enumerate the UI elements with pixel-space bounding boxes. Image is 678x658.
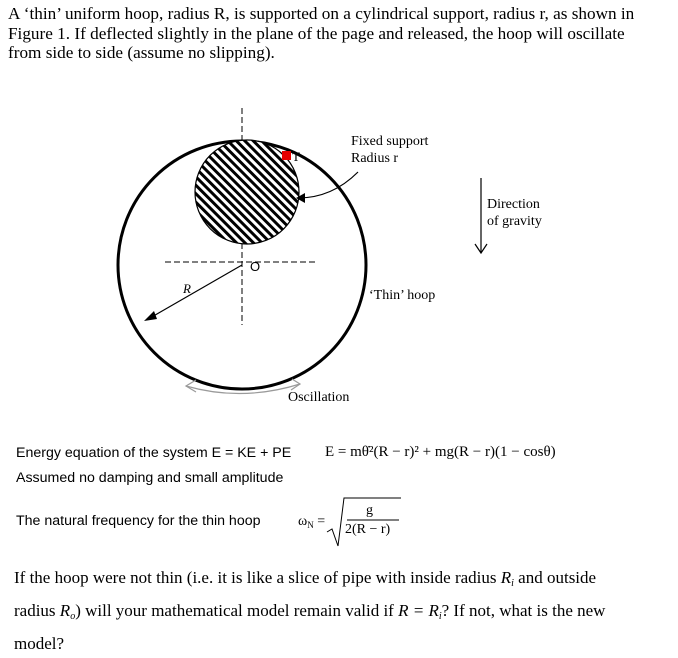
intro-line-1: A ‘thin’ uniform hoop, radius R, is supported on a cylindrical support, radius r, as shown in	[8, 4, 635, 23]
ri-subscript: i	[511, 578, 514, 589]
ri-symbol	[501, 568, 514, 587]
support-radius-text: Radius r	[351, 151, 399, 166]
question-part2: and outside	[513, 568, 597, 587]
radius-r-label: R	[183, 281, 191, 296]
oscillation-label: Oscillation	[288, 390, 350, 405]
question-part6: model?	[14, 634, 65, 653]
gravity-label-line1: Direction	[487, 197, 540, 212]
omega-letter: ω	[298, 514, 308, 529]
question-part3: radius	[14, 601, 60, 620]
ro-symbol	[60, 601, 75, 620]
intro-line-2: Figure 1. If deflected slightly in the plane of the page and released, the hoop will oscillate	[8, 23, 625, 43]
energy-equation-label: Energy equation of the system E = KE + PE	[16, 445, 292, 461]
center-o-label: O	[250, 259, 261, 274]
condition-subscript: i	[438, 611, 442, 622]
fraction-numerator: g	[366, 503, 373, 518]
support-label-line1: Fixed support	[351, 134, 429, 149]
condition-symbol	[398, 601, 442, 620]
question-paragraph	[14, 564, 674, 657]
natural-frequency-label: The natural frequency for the thin hoop	[16, 513, 261, 529]
ro-letter: R	[59, 601, 71, 620]
hoop-label: ‘Thin’ hoop	[369, 288, 436, 303]
question-part4: ) will your mathematical model remain valid if	[75, 601, 399, 620]
intro-line-3: from side to side (assume no slipping).	[8, 43, 275, 62]
gravity-label-line2: of gravity	[487, 214, 542, 229]
question-part1: If the hoop were not thin (i.e. it is like a slice of pipe with inside radius	[14, 568, 501, 587]
condition-text: R = R	[398, 601, 439, 620]
ri-letter: R	[500, 568, 512, 587]
support-label-line2	[351, 150, 398, 167]
omega-equals: =	[317, 514, 326, 529]
omega-n-symbol	[298, 514, 325, 530]
contact-point-marker	[282, 151, 291, 160]
question-part5: ? If not, what is the new	[441, 601, 606, 620]
energy-formula: E = mθ̇²(R − r)² + mg(R − r)(1 − cosθ)	[325, 444, 556, 460]
fraction-denominator: 2(R − r)	[345, 522, 391, 537]
point-t-label: T	[292, 149, 300, 164]
radius-line	[150, 265, 242, 318]
omega-subscript: N	[307, 520, 314, 530]
ro-subscript: o	[70, 611, 76, 622]
assumption-text: Assumed no damping and small amplitude	[16, 470, 284, 486]
radius-arrowhead	[144, 311, 157, 321]
